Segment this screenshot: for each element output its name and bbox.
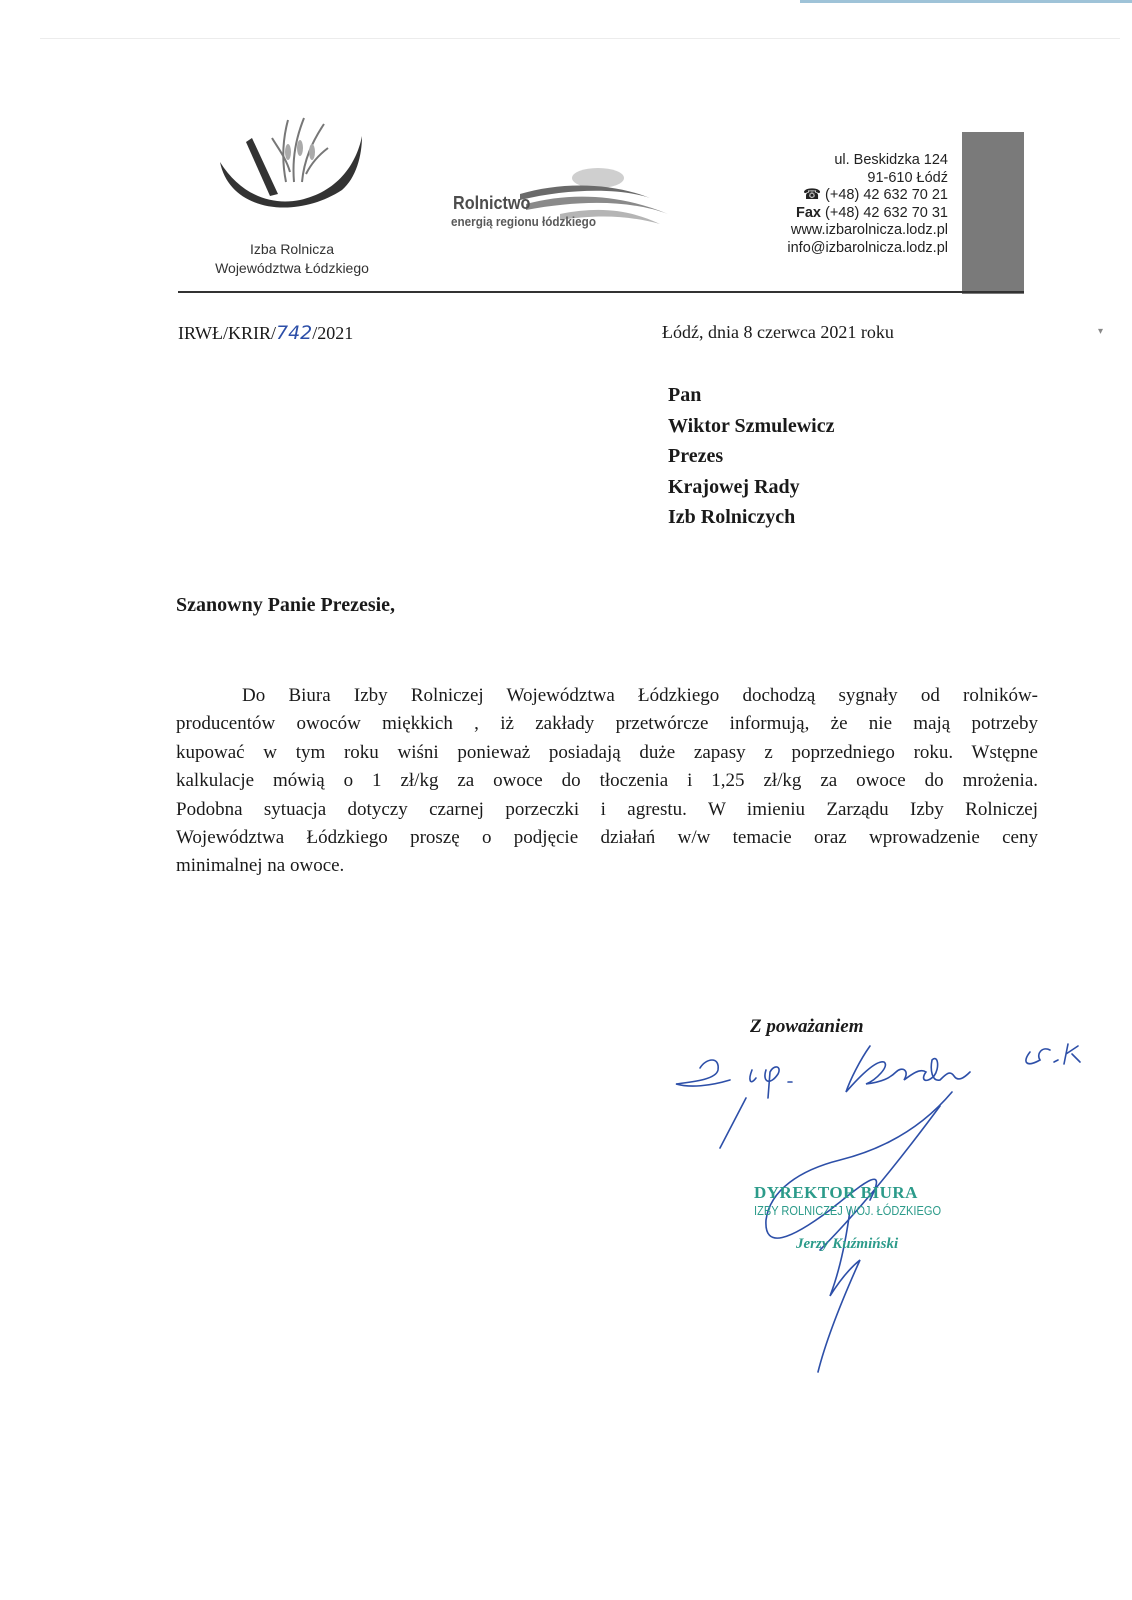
stamp-organization: IZBY ROLNICZEJ WOJ. ŁÓDZKIEGO — [754, 1203, 942, 1218]
phone-line — [690, 187, 948, 205]
program-subtitle: energią regionu łódzkiego — [451, 214, 596, 229]
letter-date: Łódź, dnia 8 czerwca 2021 roku — [662, 322, 894, 342]
letter-body — [176, 682, 1038, 881]
organization-name-line1: Izba Rolnicza — [249, 241, 335, 257]
addressee-line: Izb Rolniczych — [668, 506, 796, 528]
program-title: Rolnictwo — [453, 193, 531, 213]
body-line: Do Biura Izby Rolniczej Województwa Łódzkiego dochodzą sygnały od rolników- — [242, 685, 1038, 706]
fax-label: Fax — [796, 204, 822, 221]
body-line: kupować w tym roku wiśni ponieważ posiadają duże zapasy z poprzedniego roku. Wstępne — [176, 741, 1038, 763]
scan-speck: ▾ — [1098, 326, 1104, 337]
fax-number: (+48) 42 632 70 31 — [825, 204, 948, 221]
organization-name-line2: Województwa Łódzkiego — [215, 260, 369, 276]
address-city: 91-610 Łódź — [867, 169, 948, 186]
phone-icon: ☎ — [802, 187, 822, 204]
phone-number: (+48) 42 632 70 21 — [825, 187, 948, 204]
addressee-line: Wiktor Szmulewicz — [668, 414, 835, 437]
body-line: kalkulacje mówią o 1 zł/kg za owoce do tłoczenia i 1,25 zł/kg za owoce do mrożenia. — [176, 770, 1038, 792]
body-line: minimalnej na owoce. — [176, 855, 345, 877]
scan-edge-stripe — [800, 0, 1132, 3]
scan-fold-line — [40, 38, 1120, 39]
email-link[interactable]: info@izbarolnicza.lodz.pl — [787, 239, 948, 256]
website-link[interactable]: www.izbarolnicza.lodz.pl — [790, 222, 948, 239]
addressee-line: Prezes — [668, 445, 724, 467]
reference-number — [178, 322, 353, 344]
closing: Z poważaniem — [750, 1016, 864, 1037]
reference-prefix: IRWŁ/KRIR/ — [178, 323, 276, 343]
address-street: ul. Beskidzka 124 — [834, 152, 948, 168]
body-line: Województwa Łódzkiego proszę o podjęcie działań w/w temacie oraz wprowadzenie ceny — [176, 827, 1038, 849]
addressee-line: Krajowej Rady — [668, 475, 800, 498]
header-divider — [178, 291, 1024, 293]
reference-suffix: /2021 — [312, 323, 354, 343]
addressee-block — [668, 380, 834, 533]
fax-line — [690, 205, 948, 223]
stamp-title: DYREKTOR BIURA — [754, 1183, 918, 1202]
body-line: Podobna sytuacja dotyczy czarnej porzeczki i agrestu. W imieniu Zarządu Izby Rolniczej — [176, 798, 1038, 820]
contact-block — [690, 152, 948, 258]
reference-handwritten-number: 742 — [276, 322, 313, 344]
addressee-line: Pan — [668, 384, 702, 406]
organization-name — [192, 240, 392, 278]
handwritten-signature — [670, 1040, 1132, 1400]
stamp-name: Jerzy Kuźmiński — [796, 1236, 899, 1252]
salutation: Szanowny Panie Prezesie, — [176, 594, 396, 616]
chamber-logo-icon — [216, 112, 366, 242]
header-accent-bar — [962, 132, 1024, 294]
body-line: producentów owoców miękkich , iż zakłady przetwórcze informują, że nie mają potrzeby — [176, 713, 1038, 735]
